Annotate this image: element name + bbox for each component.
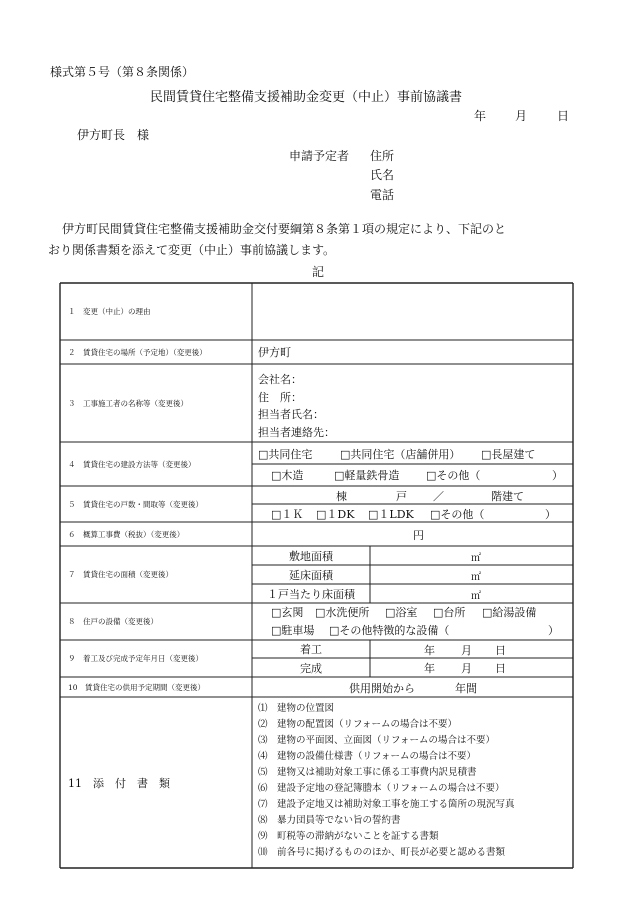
row3-company: 会社名：: [258, 373, 302, 386]
sqm-unit: ㎡: [471, 572, 481, 583]
slash-separator: ／: [433, 490, 444, 503]
usage-start-text: 供用開始から: [349, 682, 415, 695]
checkbox-suisen[interactable]: □水洗便所: [315, 606, 370, 619]
row3-person: 担当者氏名：: [258, 408, 324, 421]
row3-label: ３ 工事施工者の名称等（変更後）: [68, 398, 188, 408]
body-line-2: おり関係書類を添えて変更（中止）事前協議します。: [48, 243, 336, 257]
checkbox-genkan[interactable]: □玄関: [271, 606, 304, 619]
finish-year: 年: [424, 662, 435, 675]
checkbox-parking[interactable]: □駐車場: [271, 624, 315, 637]
checkbox-other-structure[interactable]: □その他（: [426, 469, 481, 482]
checkbox-kyuto[interactable]: □給湯設備: [482, 606, 537, 619]
start-day: 日: [495, 644, 506, 657]
unit-ko: 戸: [396, 490, 407, 503]
row5-label: ５ 賃貸住宅の戸数・間取等（変更後）: [68, 499, 203, 509]
checkbox-kyodo[interactable]: □共同住宅: [258, 448, 313, 461]
checkbox-1ldk[interactable]: □１LDK: [368, 508, 414, 521]
row1-value[interactable]: [253, 284, 572, 339]
checkbox-kyodo-tenpo[interactable]: □共同住宅（店舗併用）: [340, 448, 461, 461]
start-month: 月: [461, 644, 472, 657]
unit-mune: 棟: [336, 490, 347, 503]
start-label: 着工: [300, 643, 322, 656]
usage-years: 年間: [455, 682, 477, 695]
row2-value: 伊方町: [258, 346, 291, 359]
checkbox-yokushitsu[interactable]: □浴室: [385, 606, 418, 619]
checkbox-other-layout[interactable]: □その他（: [430, 508, 485, 521]
checkbox-keiryo[interactable]: □軽量鉄骨造: [334, 469, 400, 482]
attachment-item: ⑵ 建物の配置図（リフォームの場合は不要）: [258, 719, 458, 730]
row4-label: ４ 賃貸住宅の建設方法等（変更後）: [68, 459, 196, 469]
attachment-item: ⑶ 建物の平面図、立面図（リフォームの場合は不要）: [258, 735, 496, 746]
attachment-item: ⑼ 町税等の滞納がないことを証する書類: [258, 831, 439, 842]
site-area-label: 敷地面積: [289, 549, 333, 563]
row3-address: 住 所：: [258, 391, 302, 404]
finish-label: 完成: [300, 661, 322, 675]
paren-close: ）: [548, 624, 559, 637]
body-line-1: 伊方町民間賃貸住宅整備支援補助金交付要綱第８条第１項の規定により、下記のと: [62, 222, 507, 236]
phone-label: 電話: [370, 188, 395, 202]
yen-unit: 円: [413, 529, 424, 542]
date-month: 月: [515, 109, 528, 123]
checkbox-nagaya[interactable]: □長屋建て: [481, 448, 536, 461]
start-year: 年: [424, 644, 435, 657]
unit-kaidate: 階建て: [491, 490, 524, 503]
floor-area-label: 延床面積: [289, 568, 333, 582]
row7-label: ７ 賃貸住宅の面積（変更後）: [68, 570, 173, 579]
attachment-item: ⑻ 暴力団員等でない旨の誓約書: [258, 815, 401, 826]
row8-label: ８ 住戸の設備（変更後）: [68, 617, 158, 626]
attachment-item: ⑽ 前各号に掲げるもののほか、町長が必要と認める書類: [258, 847, 506, 858]
checkbox-1k[interactable]: □１Ｋ: [271, 508, 304, 521]
checkbox-mokuzo[interactable]: □木造: [271, 469, 304, 482]
attachment-item: ⑴ 建物の位置図: [258, 703, 335, 714]
paren-close: ）: [545, 508, 556, 521]
attachment-item: ⑹ 建設予定地の登記簿謄本（リフォームの場合は不要）: [258, 783, 505, 794]
row1-label: １ 変更（中止）の理由: [68, 307, 151, 316]
date-year: 年: [474, 109, 487, 123]
row9-label: ９ 着工及び完成予定年月日（変更後）: [68, 654, 203, 663]
name-label: 氏名: [370, 168, 395, 182]
applicant-label: 申請予定者: [289, 149, 350, 163]
unit-floor-area-label: １戸当たり床面積: [267, 587, 355, 601]
row10-label: 10 賃貸住宅の供用予定期間（変更後）: [68, 682, 206, 692]
form-number: 様式第５号（第８条関係）: [50, 65, 195, 79]
ki-heading: 記: [312, 265, 325, 279]
row6-label: ６ 概算工事費（税抜）（変更後）: [68, 529, 185, 539]
document-title: 民間賃貸住宅整備支援補助金変更（中止）事前協議書: [150, 90, 463, 105]
finish-day: 日: [495, 662, 506, 675]
sqm-unit: ㎡: [471, 591, 481, 602]
date-day: 日: [557, 109, 570, 123]
attachment-item: ⑷ 建物の設備仕様書（リフォームの場合は不要）: [258, 751, 477, 762]
checkbox-1dk[interactable]: □１DK: [316, 508, 355, 521]
paren-close: ）: [552, 469, 563, 482]
checkbox-daidokoro[interactable]: □台所: [433, 606, 466, 619]
row11-label: 11 添 付 書 類: [68, 776, 170, 790]
row2-label: ２ 賃貸住宅の場所（予定地）（変更後）: [68, 347, 207, 357]
attachment-item: ⑺ 建設予定地又は補助対象工事を施工する箇所の現況写真: [258, 799, 515, 810]
sqm-unit: ㎡: [471, 553, 481, 564]
attachment-item: ⑸ 建物又は補助対象工事に係る工事費内訳見積書: [258, 767, 477, 778]
address-label: 住所: [370, 149, 395, 163]
finish-month: 月: [461, 662, 472, 675]
row3-contact: 担当者連絡先：: [258, 426, 335, 439]
addressee: 伊方町長 様: [77, 128, 150, 142]
checkbox-other-equipment[interactable]: □その他特徴的な設備（: [329, 624, 450, 637]
